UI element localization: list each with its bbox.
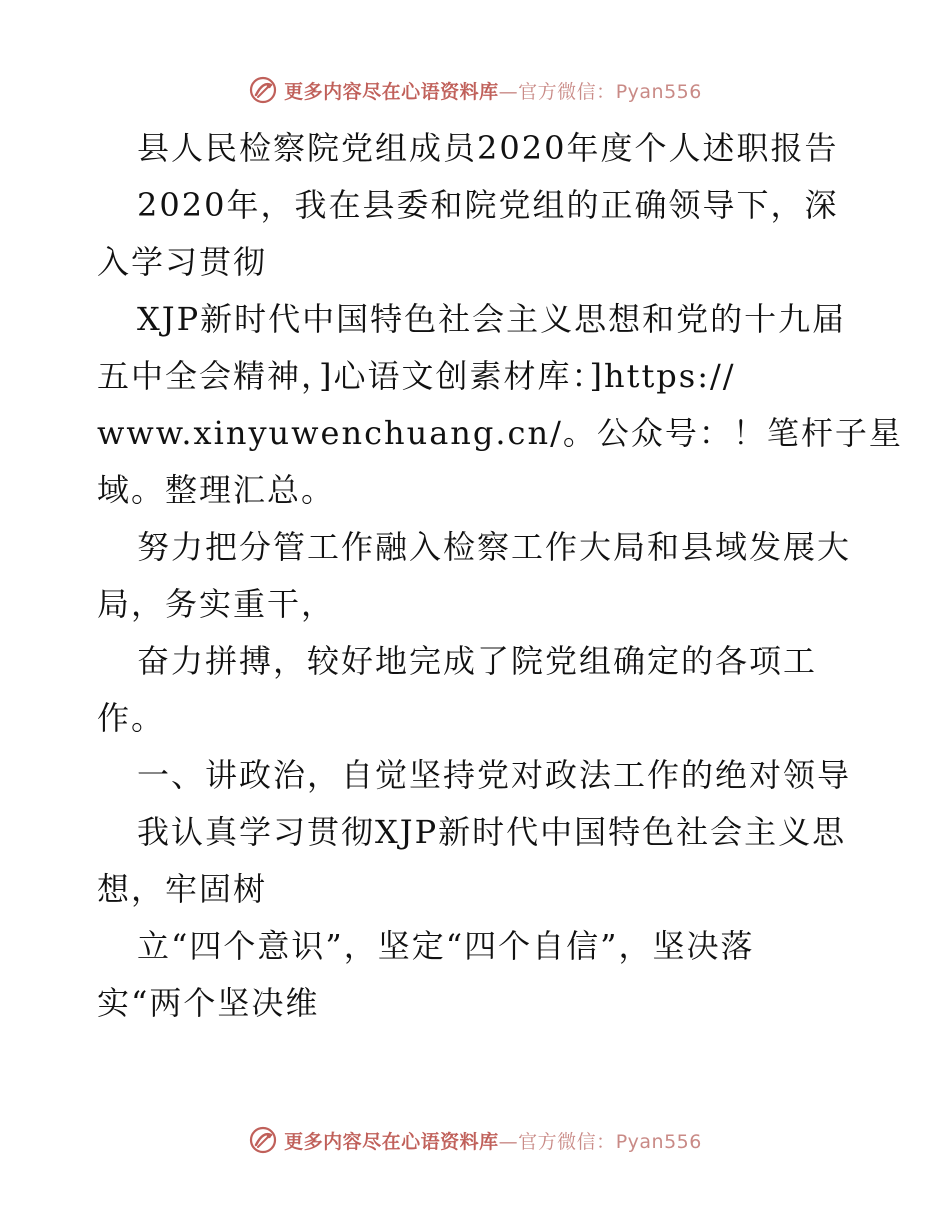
paragraph-line: 奋力拼搏，较好地完成了院党组确定的各项工 [137,642,818,680]
paragraph-line: 入学习贯彻 [97,243,268,281]
logo-icon [248,1125,278,1155]
header-site-text: 更多内容尽在心语资料库 [284,80,499,103]
paragraph-line: 五中全会精神，]心语文创素材库：]https:// [97,357,736,395]
paragraph-line: 实“两个坚决维 [97,984,320,1022]
paragraph-line: www.xinyuwenchuang.cn/。公众号：！笔杆子星 [97,414,903,452]
paragraph-line: XJP新时代中国特色社会主义思想和党的十九届 [137,300,847,338]
header-handle: Pyan556 [615,80,702,103]
paragraph-line: 2020年，我在县委和院党组的正确领导下，深 [137,186,839,224]
footer-separator: — [498,1130,519,1153]
footer-official-text: 官方微信： [518,1130,616,1153]
document-body [97,120,903,1032]
footer-banner-text [284,1127,702,1154]
section-heading: 一、讲政治，自觉坚持党对政法工作的绝对领导 [137,756,852,794]
paragraph-line: 域。整理汇总。 [97,471,336,509]
paragraph-line: 立“四个意识”，坚定“四个自信”，坚决落 [137,927,755,965]
header-official-text: 官方微信： [518,80,616,103]
paragraph-line: 局，务实重干， [97,585,336,623]
logo-icon [248,75,278,105]
footer-site-text: 更多内容尽在心语资料库 [284,1130,499,1153]
paragraph-line: 想，牢固树 [97,870,268,908]
paragraph-line: 我认真学习贯彻XJP新时代中国特色社会主义思 [137,813,847,851]
header-banner [0,70,950,110]
header-separator: — [498,80,519,103]
header-banner-text [284,77,702,104]
paragraph-line: 努力把分管工作融入检察工作大局和县域发展大 [137,528,852,566]
document-title: 县人民检察院党组成员2020年度个人述职报告 [137,129,839,167]
footer-handle: Pyan556 [615,1130,702,1153]
footer-banner [0,1120,950,1160]
paragraph-line: 作。 [97,699,166,737]
